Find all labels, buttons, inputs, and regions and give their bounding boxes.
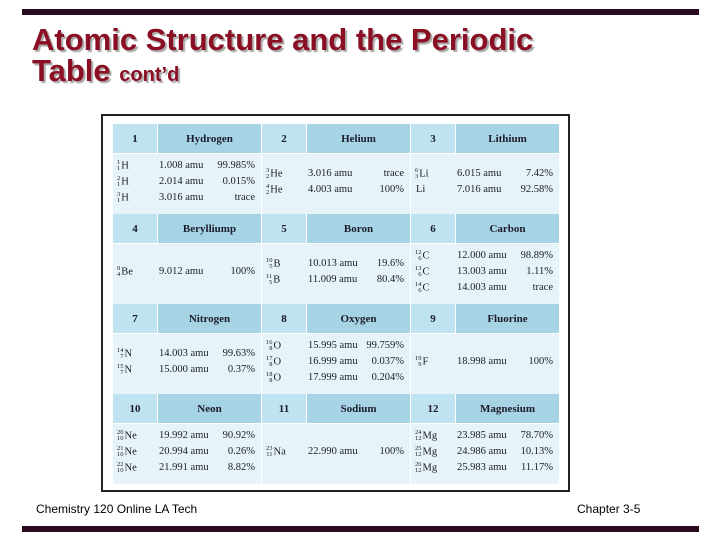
element-symbol: Ne	[124, 446, 137, 458]
element-symbol: H	[121, 160, 129, 172]
element-symbol: N	[124, 364, 133, 376]
isotope-symbol	[415, 168, 457, 180]
element-number: 1	[113, 124, 157, 153]
isotope-symbol	[266, 372, 308, 384]
isotope-row	[117, 160, 255, 176]
element-symbol: Mg	[422, 430, 438, 442]
isotope-notation	[415, 266, 422, 278]
isotope-mass: 21.991 amu	[159, 462, 209, 474]
isotope-notation	[415, 430, 422, 442]
isotope-notation	[117, 348, 124, 360]
element-number: 8	[262, 304, 306, 333]
isotope-mass: 9.012 amu	[159, 266, 204, 278]
isotope-row	[415, 282, 553, 298]
element-name: Magnesium	[456, 394, 559, 423]
mass-number: 12	[415, 249, 422, 256]
element-symbol: Be	[121, 266, 133, 278]
isotope-list	[411, 424, 559, 484]
mass-number: 24	[415, 429, 422, 436]
isotope-symbol	[415, 250, 457, 262]
isotope-row	[415, 168, 553, 184]
isotope-notation	[266, 356, 273, 368]
isotope-row	[266, 168, 404, 184]
atomic-number: 12	[415, 467, 422, 474]
isotope-abundance: trace	[532, 282, 553, 294]
mass-number: 14	[415, 281, 422, 288]
isotope-mass: 19.992 amu	[159, 430, 209, 442]
isotope-abundance: 92.58%	[520, 184, 553, 195]
isotope-mass: 14.003 amu	[159, 348, 209, 360]
isotope-row	[266, 274, 404, 290]
isotope-row	[117, 430, 255, 446]
title-line-2	[32, 55, 533, 91]
isotope-list	[262, 424, 410, 484]
isotope-mass: 4.003 amu	[308, 184, 353, 196]
isotope-mass: 22.990 amu	[308, 446, 358, 458]
element-name: Helium	[307, 124, 410, 153]
isotope-abundance: 100%	[379, 184, 404, 196]
isotope-notation	[415, 250, 422, 262]
isotope-abundance: trace	[234, 192, 255, 204]
isotope-notation	[117, 462, 124, 474]
isotope-abundance: 0.204%	[371, 372, 404, 384]
isotope-symbol	[415, 184, 457, 195]
mass-number: 17	[266, 355, 273, 362]
atomic-number: 3	[415, 173, 419, 180]
isotope-mass: 17.999 amu	[308, 372, 358, 384]
isotope-notation	[266, 340, 273, 352]
element-symbol: O	[273, 356, 282, 368]
footer-chapter: Chapter 3-5	[577, 502, 641, 516]
atomic-number: 7	[120, 369, 124, 376]
isotope-abundance: trace	[383, 168, 404, 180]
atomic-number: 5	[269, 263, 273, 270]
isotope-symbol	[415, 430, 457, 442]
atomic-number: 1	[117, 165, 121, 172]
isotope-row	[117, 348, 255, 364]
isotope-list	[113, 244, 261, 304]
mass-number: 16	[266, 339, 273, 346]
isotope-list	[411, 244, 559, 304]
isotope-list	[113, 334, 261, 394]
element-number: 6	[411, 214, 455, 243]
atomic-number: 12	[415, 451, 422, 458]
isotope-mass: 2.014 amu	[159, 176, 204, 188]
isotope-notation	[117, 160, 120, 172]
isotope-notation	[117, 176, 120, 188]
isotope-row	[117, 176, 255, 192]
mass-number: 14	[117, 347, 124, 354]
atomic-number: 8	[269, 361, 273, 368]
element-number: 11	[262, 394, 306, 423]
atomic-number: 10	[117, 451, 124, 458]
isotope-row	[266, 446, 404, 462]
isotope-notation	[415, 282, 422, 294]
isotope-abundance: 78.70%	[520, 430, 553, 442]
isotope-abundance: 0.037%	[371, 356, 404, 368]
isotope-mass: 3.016 amu	[159, 192, 204, 204]
element-symbol: He	[270, 184, 283, 196]
atomic-number: 5	[269, 279, 273, 286]
atomic-number: 1	[117, 197, 121, 204]
isotope-row	[415, 250, 553, 266]
element-name: Carbon	[456, 214, 559, 243]
element-number: 7	[113, 304, 157, 333]
element-number: 10	[113, 394, 157, 423]
isotope-list	[262, 244, 410, 304]
isotope-notation	[415, 446, 422, 458]
mass-number: 2	[117, 175, 121, 182]
isotope-abundance: 0.26%	[227, 446, 255, 458]
atomic-number: 8	[269, 377, 273, 384]
mass-number: 25	[415, 445, 422, 452]
isotope-mass: 18.998 amu	[457, 356, 507, 368]
isotope-notation	[266, 258, 273, 270]
isotope-mass: 12.000 amu	[457, 250, 507, 262]
isotope-row	[415, 266, 553, 282]
mass-number: 19	[415, 355, 422, 362]
atomic-number: 6	[418, 271, 422, 278]
element-name: Oxygen	[307, 304, 410, 333]
isotope-abundance: 0.37%	[227, 364, 255, 376]
isotope-row	[415, 184, 553, 200]
isotope-notation	[117, 192, 120, 204]
isotope-symbol	[117, 160, 159, 172]
isotope-symbol	[117, 266, 159, 278]
title-line-2-text: Table	[32, 53, 111, 88]
element-number: 9	[411, 304, 455, 333]
isotope-table-figure	[101, 114, 570, 492]
isotope-row	[415, 462, 553, 478]
atomic-number: 1	[117, 181, 121, 188]
isotope-mass: 13.003 amu	[457, 266, 507, 278]
isotope-mass: 6.015 amu	[457, 168, 502, 180]
mass-number: 4	[266, 183, 270, 190]
element-symbol: B	[273, 258, 281, 270]
atomic-number: 6	[418, 255, 422, 262]
isotope-symbol	[415, 266, 457, 278]
element-name: Fluorine	[456, 304, 559, 333]
isotope-abundance: 1.11%	[526, 266, 553, 278]
isotope-mass: 25.983 amu	[457, 462, 507, 474]
element-symbol: C	[422, 250, 430, 262]
isotope-row	[117, 266, 255, 282]
isotope-mass: 24.986 amu	[457, 446, 507, 458]
isotope-list	[113, 154, 261, 214]
element-symbol: He	[270, 168, 283, 180]
element-symbol: O	[273, 372, 282, 384]
isotope-abundance: 90.92%	[222, 430, 255, 442]
isotope-notation	[266, 274, 272, 286]
element-name: Neon	[158, 394, 261, 423]
isotope-notation	[415, 168, 418, 180]
isotope-mass: 20.994 amu	[159, 446, 209, 458]
element-number: 4	[113, 214, 157, 243]
mass-number: 6	[415, 167, 419, 174]
isotope-symbol	[266, 356, 308, 368]
title-line-1: Atomic Structure and the Periodic	[32, 22, 534, 57]
isotope-abundance: 100%	[528, 356, 553, 368]
mass-number: 13	[415, 265, 422, 272]
mass-number: 15	[117, 363, 124, 370]
element-number: 5	[262, 214, 306, 243]
isotope-symbol	[266, 184, 308, 196]
element-symbol: F	[422, 356, 429, 368]
bottom-rule	[22, 526, 699, 532]
isotope-row	[266, 356, 404, 372]
isotope-mass: 1.008 amu	[159, 160, 204, 172]
element-symbol: Li	[419, 168, 429, 180]
element-symbol: N	[124, 348, 133, 360]
element-symbol: Na	[273, 446, 286, 458]
isotope-mass: 16.999 amu	[308, 356, 358, 368]
element-number: 12	[411, 394, 455, 423]
element-symbol: Mg	[422, 446, 438, 458]
mass-number: 18	[266, 371, 273, 378]
isotope-symbol	[266, 274, 308, 286]
mass-number: 3	[117, 191, 121, 198]
element-symbol: C	[422, 266, 430, 278]
isotope-abundance: 99.985%	[217, 160, 255, 172]
isotope-abundance: 99.63%	[222, 348, 255, 360]
isotope-abundance: 19.6%	[376, 258, 404, 270]
isotope-row	[415, 356, 553, 372]
mass-number: 1	[117, 159, 121, 166]
isotope-symbol	[117, 364, 159, 376]
element-number: 3	[411, 124, 455, 153]
slide-title	[32, 24, 533, 91]
isotope-symbol	[117, 192, 159, 204]
isotope-row	[117, 446, 255, 462]
isotope-symbol	[266, 446, 308, 458]
isotope-mass: 14.003 amu	[457, 282, 507, 294]
atomic-number: 2	[266, 189, 270, 196]
isotope-abundance: 0.015%	[222, 176, 255, 188]
element-symbol: Ne	[124, 430, 137, 442]
atomic-number: 4	[117, 271, 121, 278]
isotope-abundance: 8.82%	[227, 462, 255, 474]
isotope-notation	[266, 184, 269, 196]
title-suffix: cont’d	[119, 64, 180, 86]
atomic-number: 2	[266, 173, 270, 180]
isotope-symbol	[117, 446, 159, 458]
mass-number: 22	[117, 461, 124, 468]
isotope-notation	[266, 168, 269, 180]
isotope-notation	[117, 430, 124, 442]
mass-number: 20	[117, 429, 124, 436]
isotope-abundance: 11.17%	[521, 462, 553, 474]
element-name: Lithium	[456, 124, 559, 153]
isotope-symbol	[415, 462, 457, 474]
atomic-number: 8	[269, 345, 273, 352]
isotope-abundance: 80.4%	[376, 274, 404, 286]
isotope-symbol	[415, 282, 457, 294]
isotope-list	[262, 334, 410, 394]
element-name: Boron	[307, 214, 410, 243]
atomic-number: 10	[117, 467, 124, 474]
isotope-notation	[117, 446, 124, 458]
element-symbol: B	[273, 274, 281, 286]
isotope-notation	[117, 266, 120, 278]
element-symbol: Mg	[422, 462, 438, 474]
mass-number: 21	[117, 445, 124, 452]
isotope-mass: 3.016 amu	[308, 168, 353, 180]
isotope-abundance: 100%	[379, 446, 404, 458]
isotope-symbol	[117, 348, 159, 360]
atomic-number: 9	[418, 361, 422, 368]
isotope-mass: 10.013 amu	[308, 258, 358, 270]
element-name: Hydrogen	[158, 124, 261, 153]
isotope-notation	[415, 462, 422, 474]
element-symbol: Li	[416, 184, 426, 195]
isotope-mass: 7.016 amu	[457, 184, 502, 195]
isotope-symbol	[415, 356, 457, 368]
mass-number: 10	[266, 257, 273, 264]
isotope-symbol	[117, 176, 159, 188]
footer-course: Chemistry 120 Online LA Tech	[36, 502, 198, 516]
isotope-abundance: 10.13%	[520, 446, 553, 458]
isotope-symbol	[117, 462, 159, 474]
isotope-mass: 15.995 amu	[308, 340, 358, 352]
isotope-symbol	[266, 168, 308, 180]
mass-number: 9	[117, 265, 121, 272]
isotope-row	[117, 462, 255, 478]
isotope-notation	[415, 356, 422, 368]
isotope-symbol	[415, 446, 457, 458]
isotope-notation	[266, 446, 273, 458]
atomic-number: 10	[117, 435, 124, 442]
element-number: 2	[262, 124, 306, 153]
isotope-table	[113, 124, 559, 484]
isotope-list	[411, 334, 559, 394]
isotope-list	[113, 424, 261, 484]
isotope-abundance: 7.42%	[525, 168, 553, 180]
element-symbol: C	[422, 282, 430, 294]
mass-number: 3	[266, 167, 270, 174]
isotope-symbol	[266, 340, 308, 352]
isotope-row	[266, 340, 404, 356]
atomic-number: 12	[415, 435, 422, 442]
mass-number: 23	[266, 445, 273, 452]
element-symbol: H	[121, 176, 129, 188]
isotope-mass: 15.000 amu	[159, 364, 209, 376]
isotope-mass: 23.985 amu	[457, 430, 507, 442]
isotope-symbol	[117, 430, 159, 442]
atomic-number: 6	[418, 287, 422, 294]
isotope-abundance: 100%	[230, 266, 255, 278]
element-name: Berylliump	[158, 214, 261, 243]
mass-number: 26	[415, 461, 422, 468]
top-rule	[22, 9, 699, 15]
isotope-abundance: 98.89%	[520, 250, 553, 262]
isotope-list	[262, 154, 410, 214]
isotope-row	[117, 364, 255, 380]
isotope-row	[415, 430, 553, 446]
isotope-row	[415, 446, 553, 462]
isotope-row	[117, 192, 255, 208]
atomic-number: 7	[120, 353, 124, 360]
isotope-row	[266, 372, 404, 388]
mass-number: 11	[266, 273, 273, 280]
isotope-row	[266, 184, 404, 200]
atomic-number: 11	[266, 451, 273, 458]
element-symbol: O	[273, 340, 282, 352]
element-symbol: H	[121, 192, 129, 204]
element-symbol: Ne	[124, 462, 137, 474]
isotope-row	[266, 258, 404, 274]
isotope-mass: 11.009 amu	[308, 274, 358, 286]
element-name: Sodium	[307, 394, 410, 423]
isotope-notation	[266, 372, 273, 384]
isotope-notation	[117, 364, 124, 376]
isotope-symbol	[266, 258, 308, 270]
element-name: Nitrogen	[158, 304, 261, 333]
isotope-list	[411, 154, 559, 214]
isotope-abundance: 99.759%	[366, 340, 404, 352]
